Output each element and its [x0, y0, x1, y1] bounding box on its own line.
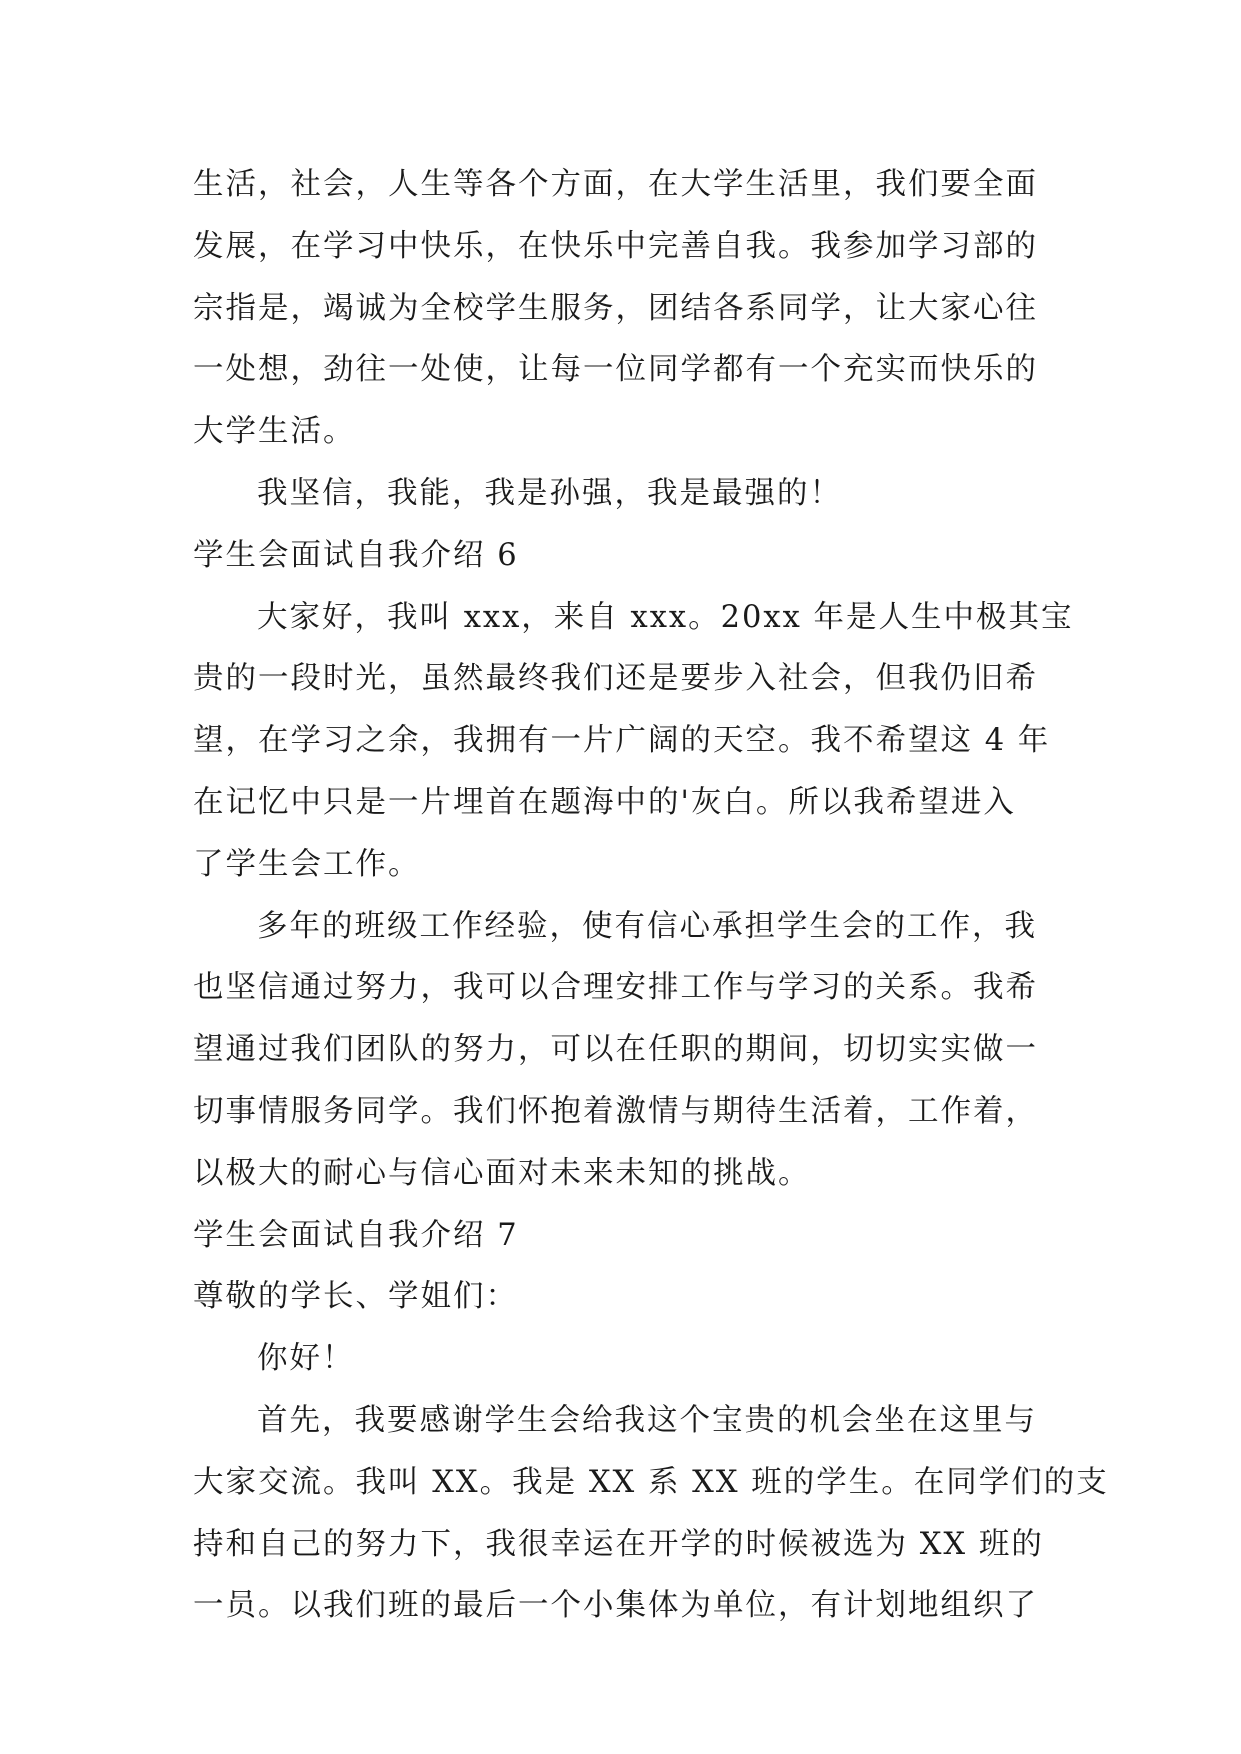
text-line: 大家好，我叫 xxx，来自 xxx。20xx 年是人生中极其宝 — [257, 599, 1074, 635]
text-line: 了学生会工作。 — [193, 846, 421, 882]
text-line: 切事情服务同学。我们怀抱着激情与期待生活着，工作着， — [193, 1093, 1038, 1129]
text-line: 一员。以我们班的最后一个小集体为单位，有计划地组织了 — [193, 1588, 1038, 1624]
text-line: 望通过我们团队的努力，可以在任职的期间，切切实实做一 — [193, 1032, 1038, 1068]
text-line: 多年的班级工作经验，使有信心承担学生会的工作，我 — [257, 908, 1037, 944]
text-line: 持和自己的努力下，我很幸运在开学的时候被选为 XX 班的 — [193, 1526, 1044, 1562]
text-line: 望，在学习之余，我拥有一片广阔的天空。我不希望这 4 年 — [193, 723, 1051, 759]
section-heading: 学生会面试自我介绍 7 — [193, 1217, 519, 1253]
text-line: 贵的一段时光，虽然最终我们还是要步入社会，但我仍旧希 — [193, 661, 1038, 697]
text-line: 我坚信，我能，我是孙强，我是最强的！ — [257, 475, 842, 511]
text-line: 大学生活。 — [193, 414, 356, 450]
text-line: 首先，我要感谢学生会给我这个宝贵的机会坐在这里与 — [257, 1402, 1037, 1438]
text-line: 也坚信通过努力，我可以合理安排工作与学习的关系。我希 — [193, 970, 1038, 1006]
text-line: 以极大的耐心与信心面对未来未知的挑战。 — [193, 1155, 811, 1191]
section-heading: 学生会面试自我介绍 6 — [193, 537, 519, 573]
salutation: 尊敬的学长、学姐们： — [193, 1279, 518, 1315]
text-line: 宗指是，竭诚为全校学生服务，团结各系同学，让大家心往 — [193, 290, 1038, 326]
document-body — [193, 154, 1109, 1637]
greeting: 你好！ — [257, 1341, 355, 1377]
text-line: 发展，在学习中快乐，在快乐中完善自我。我参加学习部的 — [193, 228, 1038, 264]
text-line: 一处想，劲往一处使，让每一位同学都有一个充实而快乐的 — [193, 352, 1038, 388]
text-line: 生活，社会，人生等各个方面，在大学生活里，我们要全面 — [193, 167, 1038, 202]
text-line: 大家交流。我叫 XX。我是 XX 系 XX 班的学生。在同学们的支 — [193, 1464, 1109, 1500]
text-line: 在记忆中只是一片埋首在题海中的'灰白。所以我希望进入 — [193, 784, 1016, 820]
